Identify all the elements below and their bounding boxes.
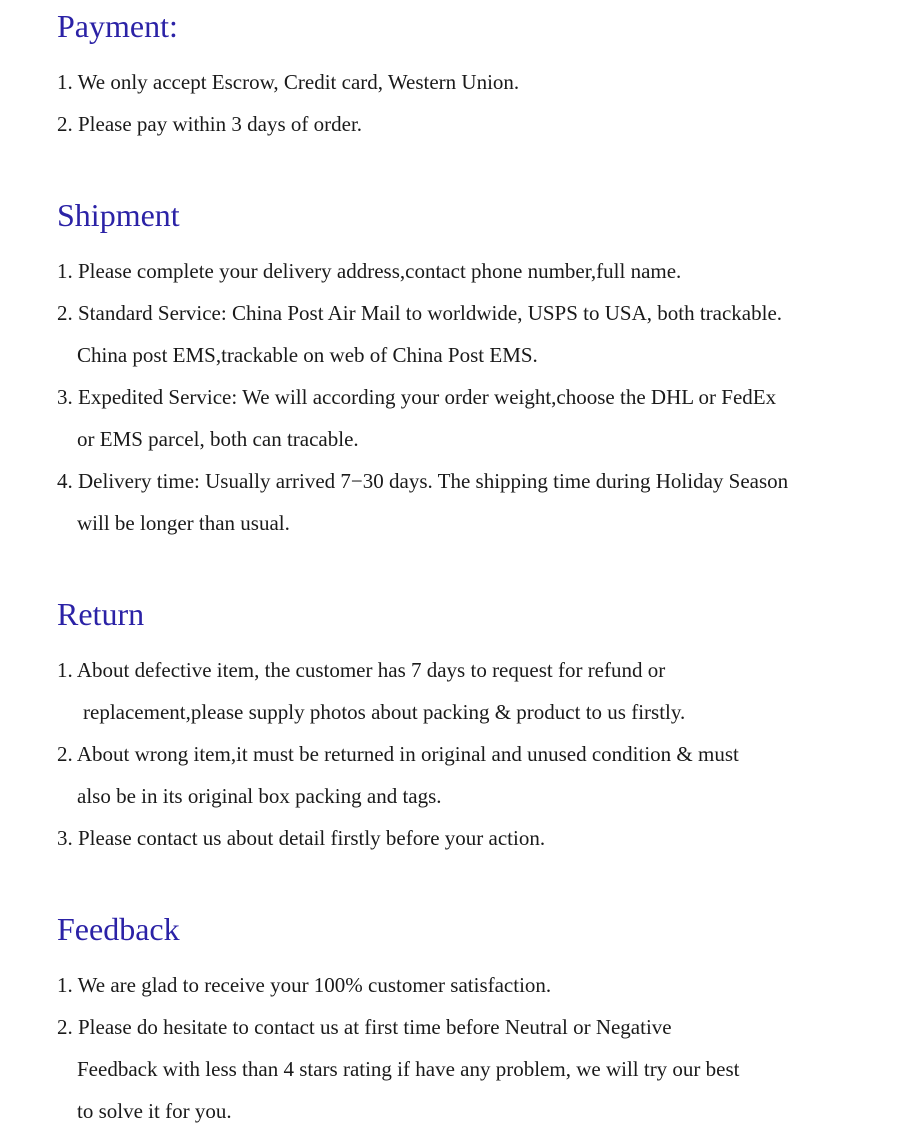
shipment-heading: Shipment — [57, 197, 180, 233]
feedback-line-2-cont: Feedback with less than 4 stars rating if have any problem, we will try our best — [77, 1057, 740, 1081]
feedback-line-1: 1. We are glad to receive your 100% customer satisfaction. — [57, 973, 552, 997]
shipment-line-3-cont: or EMS parcel, both can tracable. — [77, 427, 359, 451]
return-line-2-cont: also be in its original box packing and tags. — [77, 784, 442, 808]
return-line-1: 1. About defective item, the customer has 7 days to request for refund or — [57, 658, 666, 682]
payment-line-1: 1. We only accept Escrow, Credit card, Western Union. — [57, 70, 520, 94]
return-heading: Return — [57, 596, 145, 632]
shipment-line-4: 4. Delivery time: Usually arrived 7−30 days. The shipping time during Holiday Season — [57, 469, 789, 493]
return-line-3: 3. Please contact us about detail firstly before your action. — [57, 826, 546, 850]
return-line-2: 2. About wrong item,it must be returned in original and unused condition & must — [57, 742, 739, 766]
feedback-line-2: 2. Please do hesitate to contact us at first time before Neutral or Negative — [57, 1015, 672, 1039]
payment-heading: Payment: — [57, 8, 178, 44]
payment-line-2: 2. Please pay within 3 days of order. — [57, 112, 363, 136]
feedback-heading: Feedback — [57, 911, 180, 947]
shipment-line-2-cont: China post EMS,trackable on web of China Post EMS. — [77, 343, 538, 367]
return-line-1-cont: replacement,please supply photos about packing & product to us firstly. — [83, 700, 686, 724]
shipment-line-1: 1. Please complete your delivery address,contact phone number,full name. — [57, 259, 682, 283]
shipment-line-3: 3. Expedited Service: We will according your order weight,choose the DHL or FedEx — [57, 385, 777, 409]
shipment-line-2: 2. Standard Service: China Post Air Mail to worldwide, USPS to USA, both trackable. — [57, 301, 783, 325]
feedback-line-2-cont-2: to solve it for you. — [77, 1099, 232, 1123]
shipment-line-4-cont: will be longer than usual. — [77, 511, 290, 535]
